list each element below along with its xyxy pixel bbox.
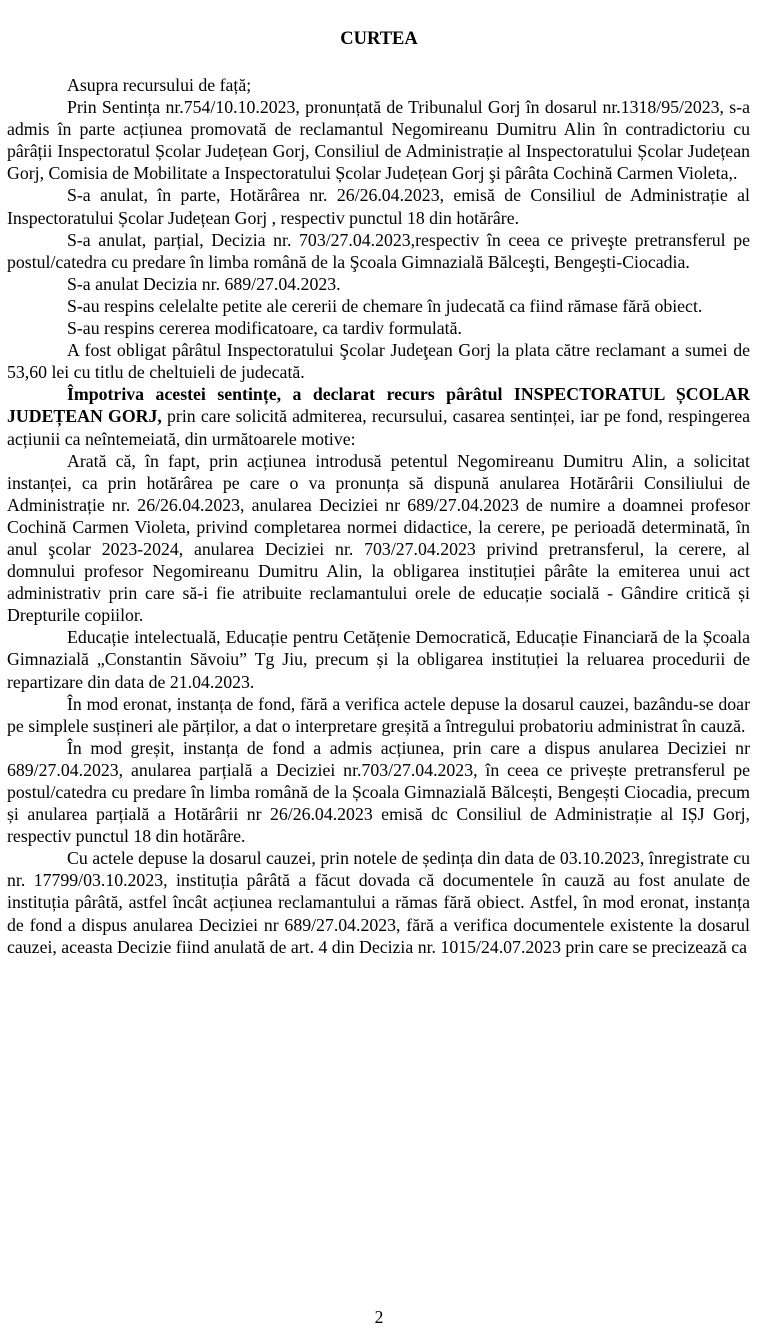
recurs-paragraph — [7, 383, 750, 449]
recurs-bold-text: Împotriva acestei sentințe, a declarat recurs pârâtul INSPECTORATUL ȘCOLAR JUDEȚEAN GORJ, — [7, 384, 750, 427]
paragraph: Arată că, în fapt, prin acțiunea introdusă petentul Negomireanu Dumitru Alin, a solicitat instanței, ca prin hotărârea pe care o va pronunța să dispună anularea Hotărârii Consiliului de Administrație nr. 26/26.04.2023, anularea Deciziei nr 689/27.04.2023 de numire a doamnei profesor Cochină Carmen Violeta, privind completarea normei didactice, la cerere, pe perioadă determinată, în anul şcolar 2023-2024, anularea Deciziei nr. 703/27.04.2023 privind pretransferul, la cerere, al domnului profesor Negomireanu Dumitru Alin, la obligarea instituției pârâte la emiterea unui act administrativ prin care să-i fie atribuite reclamantului orele de educație socială - Gândire critică și Drepturile copiilor. — [7, 450, 750, 626]
recurs-rest-text: prin care solicită admiterea, recursului, casarea sentinței, iar pe fond, respingerea acțiunii ca neîntemeiată, din următoarele motive: — [7, 406, 750, 449]
document-body — [7, 74, 750, 958]
paragraph: În mod eronat, instanța de fond, fără a verifica actele depuse la dosarul cauzei, bazându-se doar pe simplele susțineri ale părților, a dat o interpretare greșită a întregului probatoriu administrat în cauză. — [7, 693, 750, 736]
paragraph: Cu actele depuse la dosarul cauzei, prin notele de ședința din data de 03.10.2023, înregistrate cu nr. 17799/03.10.2023, instituția pârâtă a făcut dovada că documentele în cauză au fost anulate de instituția pârâtă, astfel încât acțiunea reclamantului a rămas fără obiect. Astfel, în mod eronat, instanța de fond a dispus anularea Deciziei nr 689/27.04.2023, fără a verifica documentele existente la dosarul cauzei, aceasta Decizie fiind anulată de art. 4 din Decizia nr. 1015/24.07.2023 prin care se precizează ca — [7, 848, 750, 957]
paragraph: A fost obligat pârâtul Inspectoratului Şcolar Judeţean Gorj la plata către reclamant a sumei de 53,60 lei cu titlu de cheltuieli de judecată. — [7, 340, 750, 383]
paragraph: S-au respins cererea modificatoare, ca tardiv formulată. — [67, 318, 462, 339]
paragraph: În mod greșit, instanța de fond a admis acțiunea, prin care a dispus anularea Deciziei nr 689/27.04.2023, anularea parțială a Deciziei nr.703/27.04.2023, în ceea ce privește pretransferul pe postul/catedra cu predare în limba română de la Școala Gimnazială Bălcești, Bengești Ciocadia, precum și anularea parțială a Hotărârii nr 26/26.04.2023 emisă dc Consiliul de Administrație al IȘJ Gorj, respectiv punctul 18 din hotărâre. — [7, 737, 750, 847]
paragraph: Educație intelectuală, Educație pentru Cetățenie Democratică, Educație Financiară de la Școala Gimnazială „Constantin Săvoiu” Tg Jiu, precum și la obligarea instituției la reluarea procedurii de repartizare din data de 21.04.2023. — [7, 627, 750, 692]
paragraph: S-a anulat Decizia nr. 689/27.04.2023. — [67, 273, 341, 294]
page-title: CURTEA — [340, 29, 418, 49]
paragraph: S-au respins celelalte petite ale cererii de chemare în judecată ca fiind rămase fără obiect. — [67, 295, 703, 316]
page-number: 2 — [374, 1307, 384, 1327]
paragraph: Prin Sentința nr.754/10.10.2023, pronunțată de Tribunalul Gorj în dosarul nr.1318/95/2023, s-a admis în parte acțiunea promovată de reclamantul Negomireanu Dumitru Alin în contradictoriu cu pârâții Inspectoratul Școlar Județean Gorj, Consiliul de Administrație al Inspectoratului Școlar Județean Gorj, Comisia de Mobilitate a Inspectoratului Școlar Județean Gorj şi pârâta Cochină Carmen Violeta,. — [7, 97, 750, 184]
paragraph: S-a anulat, parțial, Decizia nr. 703/27.04.2023,respectiv în ceea ce priveşte pretransferul pe postul/catedra cu predare în limba română de la Şcoala Gimnazială Bălceşti, Bengeşti-Ciocadia. — [7, 229, 750, 272]
paragraph: S-a anulat, în parte, Hotărârea nr. 26/26.04.2023, emisă de Consiliul de Administrație al Inspectoratului Școlar Județean Gorj , respectiv punctul 18 din hotărâre. — [7, 185, 750, 228]
paragraph: Asupra recursului de față; — [67, 75, 252, 95]
